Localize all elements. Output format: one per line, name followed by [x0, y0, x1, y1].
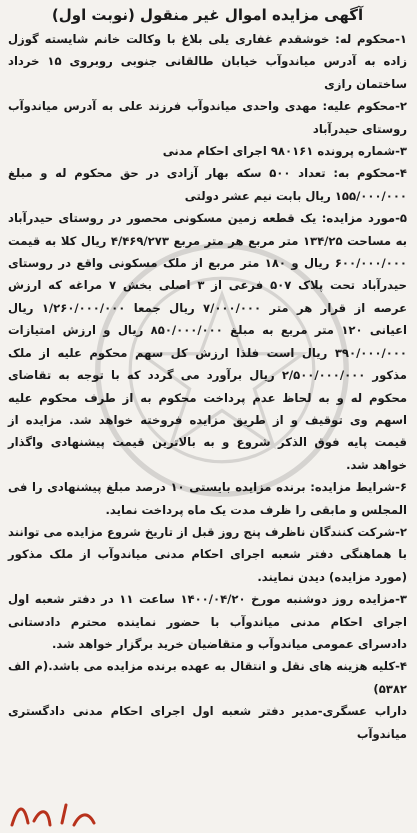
auction-conditions-paragraph: ۶-شرایط مزایده: برنده مزایده بایستی ۱۰ درصد مبلغ پیشنهادی را فی المجلس و مابقی را ظرف مدت یک ماه پرداخت نماید. [8, 480, 407, 517]
auction-date-paragraph: ۳-مزایده روز دوشنبه مورخ ۱۴۰۰/۰۴/۲۰ ساعت ۱۱ در دفتر شعبه اول اجرای احکام مدنی میاندوآب با حضور نماینده محترم دادستانی دادسرای عمومی میاندوآب و متقاضیان خرید برگزار خواهد شد. [8, 592, 407, 651]
costs-paragraph: ۴-کلیه هزینه های نقل و انتقال به عهده برنده مزایده می باشد.(م الف ۵۳۸۲) [8, 659, 407, 696]
notice-title: آگهی مزایده اموال غیر منقول (نوبت اول) [51, 6, 364, 24]
plaintiff-paragraph: ۱-محکوم له: خوشقدم غفاری یلی بلاغ با وکالت خانم شایسته گوزل زاده به آدرس میاندوآب خیابان طالقانی جنوبی روبروی ۱۵ خرداد ساختمان رازی [8, 32, 407, 91]
auction-item-paragraph: ۵-مورد مزایده: یک قطعه زمین مسکونی محصور در روستای حیدرآباد به مساحت ۱۳۴/۲۵ متر مربع هر متر مربع ۴/۴۶۹/۲۷۳ ریال کلا به قیمت ۶۰۰/۰۰۰/۰۰۰ ریال و ۱۸۰ متر مربع از ملک مسکونی واقع در روستای حیدرآباد تحت پلاک ۵۰۷ فرعی از ۳ اصلی بخش ۷ مراغه که ارزش عرصه از قرار هر متر ۷/۰۰۰/۰۰۰ ریال جمعا ۱/۲۶۰/۰۰۰/۰۰۰ ریال اعیانی ۱۲۰ متر مربع به مبلغ ۸۵۰/۰۰۰/۰۰۰ ریال و ارزش امتیازات ۳۹۰/۰۰۰/۰۰۰ ریال است فلذا ارزش کل سهم محکوم علیه از ملک مذکور ۲/۵۰۰/۰۰۰/۰۰۰ ریال برآورد می گردد که با توجه به تقاضای محکوم له و به لحاظ عدم پرداخت محکوم به از طرف محکوم علیه اسهم وی توقیف و از طریق مزایده فروخته خواهد شد. مزایده از قیمت پایه فوق الذکر شروع و به بالاترین قیمت پیشنهادی واگذار خواهد شد. [8, 211, 407, 472]
case-number-paragraph: ۳-شماره پرونده ۹۸۰۱۶۱ اجرای احکام مدنی [162, 144, 407, 159]
signature-paragraph: داراب عسگری-مدیر دفتر شعبه اول اجرای احکام مدنی دادگستری میاندوآب [8, 704, 407, 741]
defendant-paragraph: ۲-محکوم علیه: مهدی واحدی میاندوآب فرزند علی به آدرس میاندوآب روستای حیدرآباد [8, 99, 407, 136]
visit-paragraph: ۲-شرکت کنندگان ناظرف پنج روز قبل از تاریخ شروع مزایده می توانند با هماهنگی دفتر شعبه اجرای احکام مدنی میاندوآب از ملک مذکور (مورد مزایده) دیدن نمایند. [8, 524, 407, 584]
judgment-paragraph: ۴-محکوم به: تعداد ۵۰۰ سکه بهار آزادی در حق محکوم له و مبلغ ۱۵۵/۰۰۰/۰۰۰ ریال بابت نیم عشر دولتی [8, 166, 407, 203]
handwritten-mark [4, 795, 154, 831]
